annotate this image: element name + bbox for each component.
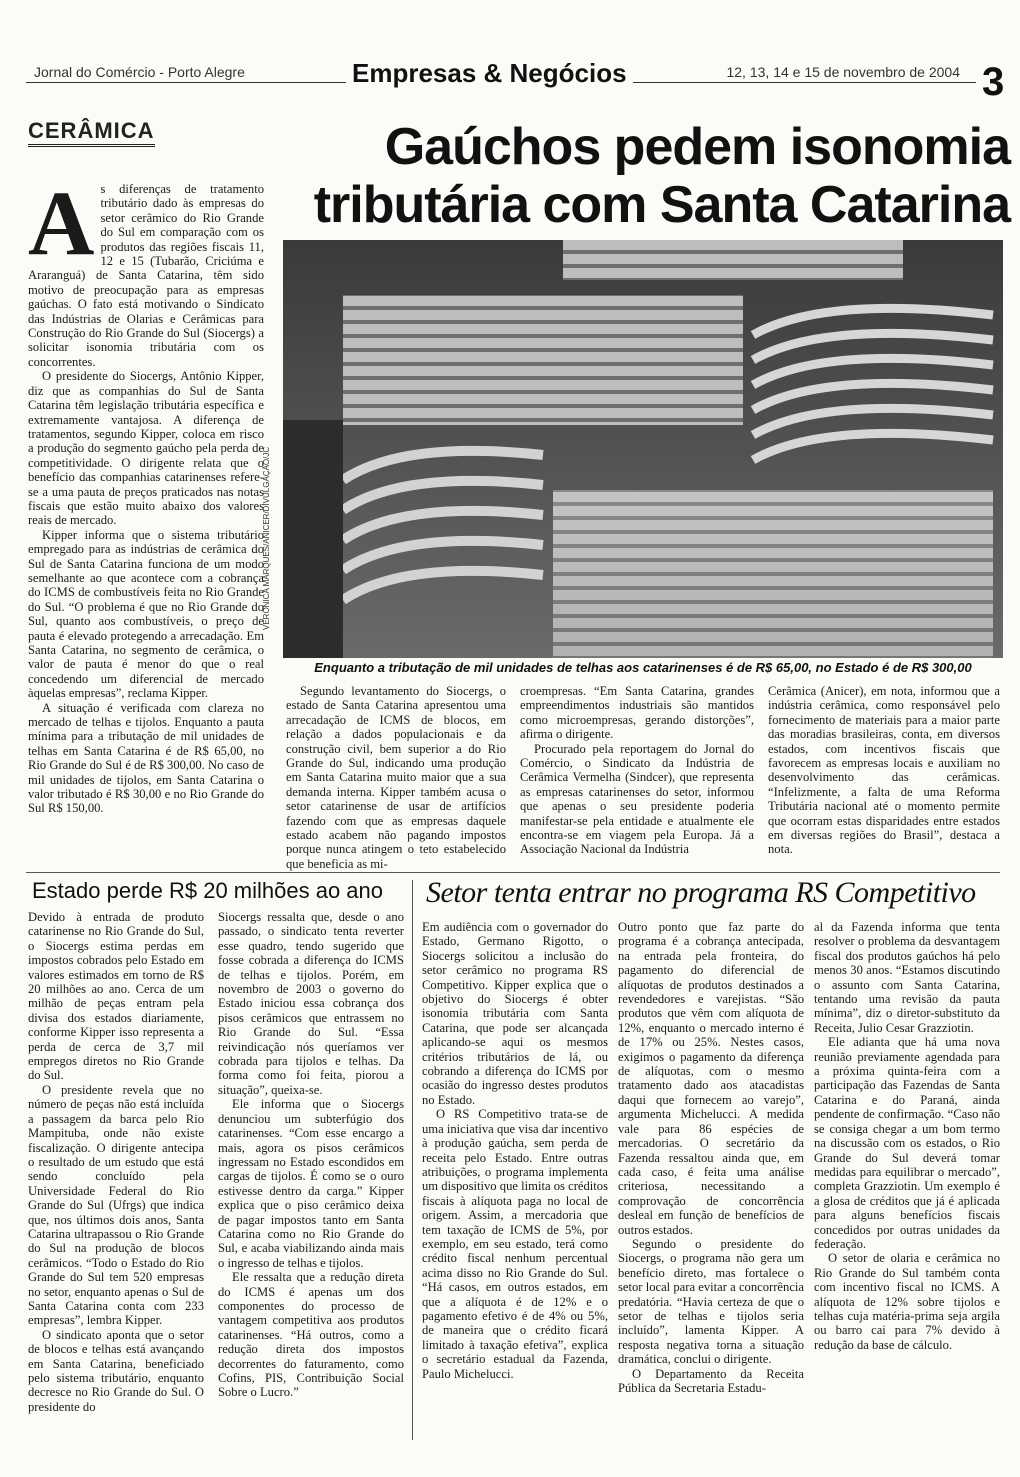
paragraph: O Departamento da Receita Pública da Secretaria Estadu- — [618, 1366, 804, 1395]
article2-headline: Estado perde R$ 20 milhões ao ano — [32, 878, 384, 903]
column-divider — [412, 880, 413, 1440]
main-headline — [270, 118, 1010, 234]
paragraph: O sindicato aponta que o setor de blocos e telhas está avançando em Santa Catarina, beneficiado pelo sistema tributário, enquanto decresce no Rio Grande do Sul. O presidente do — [28, 1327, 204, 1414]
paragraph: Cerâmica (Anicer), em nota, informou que a indústria cerâmica, como responsável pelo fornecimento de materiais para a maior parte das moradias brasileiras, conta, em diversos estados, com incentivos fiscais que favorecem as empresas locais e auxiliam no desenvolvimento das cerâmicas. “Infelizmente, a falta de uma Reforma Tributária nacional até o momento permite que ocorram estas disparidades entre estados em diversas regiões do Brasil”, destaca a nota. — [768, 684, 1000, 857]
article3-column-3 — [814, 920, 1000, 1352]
page-header — [26, 60, 976, 90]
paragraph: Kipper informa que o sistema tributário empregado para as indústrias de cerâmica do Sul de Santa Catarina funciona de um modo semelhante ao que acontece com a cobrança do ICMS de combustíveis feita no Rio Grande do Sul. “O problema é que no Rio Grande do Sul, quanto aos combustíveis, o preço de pauta é elevado protegendo a arrecadação. Em Santa Catarina, no segmento de cerâmica, o valor de pauta é menor do que o real concedendo um diferencial de mercado àquelas empresas”, reclama Kipper. — [28, 527, 264, 701]
article3-column-2 — [618, 920, 804, 1395]
page-number: 3 — [982, 60, 1005, 104]
article2-column-1 — [28, 910, 204, 1414]
article1-column-4 — [768, 684, 1000, 857]
paragraph: Ele ressalta que a redução direta do ICMS é apenas um dos componentes do processo de vantagem competitiva aos produtos catarinenses. “Há outros, como a redução direta dos impostos decorrentes do faturamento, como Cofins, PIS, Contribuição Social Sobre o Lucro.” — [218, 1270, 404, 1400]
kicker: CERÂMICA — [28, 118, 155, 147]
headline-line-2: tributária com Santa Catarina — [313, 176, 1010, 234]
roof-tiles-illustration — [283, 240, 1003, 658]
paragraph: Ele informa que o Siocergs denunciou um subterfúgio dos catarinenses. “Com esse encargo a mais, agora os pisos cerâmicos ingressam no Estado escondidos em cargas de tijolos. É como se o ouro estivesse dentro da carga.” Kipper explica que o piso cerâmico deixa de pagar impostos tanto em Santa Catarina como no Rio Grande do Sul, e acaba viabilizando ainda mais o ingresso de telhas e tijolos. — [218, 1097, 404, 1270]
paragraph: Devido à entrada de produto catarinense no Rio Grande do Sul, o Siocergs estima perdas em impostos cobrados pelo Estado em valores estimados em torno de R$ 20 milhões ao ano. Cerca de um milhão de peças entram pela divisa dos estados diariamente, conforme Kipper isso representa a perda de cerca de 3,7 mil empregos diretos no Rio Grande do Sul. — [28, 910, 204, 1083]
paragraph: Segundo o presidente do Siocergs, o programa não gera um benefício direto, mas fortalece o setor local para evitar a concorrência predatória. “Havia certeza de que o setor de telhas e tijolos seria incluído”, lamenta Kipper. A resposta negativa torna a situação dramática, conclui o dirigente. — [618, 1236, 804, 1367]
photo-credit: VERÔNICA MARQUES/ANICER/DIVULGAÇÃO/JC — [262, 446, 271, 630]
paragraph: O presidente do Siocergs, Antônio Kipper, diz que as companhias do Sul de Santa Catarina têm legislação tributária específica e extremamente vantajosa. A diferença de tratamentos, segundo Kipper, coloca em risco a produção do segmento gaúcho pela perda de competitividade. O dirigente relata que o benefício das companhias catarinenses refere-se a uma pauta de preços praticados nas notas fiscais que estão muito abaixo dos valores reais de mercado. — [28, 369, 264, 528]
journal-name: Jornal do Comércio - Porto Alegre — [34, 64, 251, 80]
article3-headline: Setor tenta entrar no programa RS Competitivo — [426, 876, 976, 909]
article1-column-2 — [286, 684, 506, 871]
article1-column-3 — [520, 684, 754, 857]
paragraph: croempresas. “Em Santa Catarina, grandes empreendimentos industriais são mantidos como microempresas, gerando distorções”, afirma o dirigente. — [520, 684, 754, 742]
issue-date: 12, 13, 14 e 15 de novembro de 2004 — [720, 64, 960, 80]
paragraph-text: s diferenças de tratamento tributário dado às empresas do setor cerâmico do Rio Grande do Sul em comparação com os produtos das regiões fiscais 11, 12 e 15 (Tubarão, Criciúma e Araranguá) de Santa Catarina, têm sido motivo de preocupação para as empresas gaúchas. O fato está motivando o Sindicato das Indústrias de Olarias e Cerâmicas para Construção do Rio Grande do Sul (Siocergs) a solicitar isonomia tributária com os concorrentes. — [28, 182, 264, 369]
article1-column-1 — [28, 172, 264, 816]
paragraph: O setor de olaria e cerâmica no Rio Grande do Sul também conta com incentivo fiscal no ICMS. A alíquota de 12% sobre tijolos e telhas cuja matéria-prima seja argila ou barro cai para 7% devido à redução da base de cálculo. — [814, 1251, 1000, 1352]
section-divider — [26, 872, 1000, 873]
article3-column-1 — [422, 920, 608, 1381]
paragraph: Ele adianta que há uma nova reunião previamente agendada para a próxima quinta-feira com a participação das Fazendas de Santa Catarina e do Paraná, ainda pendente de confirmação. “Caso não se consiga chegar a um bom termo na discussão com os estados, o Rio Grande do Sul deverá tomar medidas para equilibrar o mercado”, completa Grazziotin. Um exemplo é a glosa de créditos que já é aplicada para alguns benefícios fiscais concedidos por outras unidades da federação. — [814, 1035, 1000, 1251]
paragraph: Procurado pela reportagem do Jornal do Comércio, o Sindicato da Indústria de Cerâmica Vermelha (Sindcer), que representa as empresas catarinenses do setor, informou que apenas o seu presidente poderia manifestar-se pela entidade e atualmente ele encontra-se em viagem pela Europa. Já a Associação Nacional da Indústria — [520, 741, 754, 857]
paragraph: al da Fazenda informa que tenta resolver o problema da desvantagem fiscal dos produtos gaúchos há pelo menos 30 anos. “Estamos discutindo o assunto com Santa Catarina, tentando uma revisão da pauta mínima”, diz o diretor-substituto da Receita, Julio Cesar Grazziotin. — [814, 920, 1000, 1035]
paragraph: Siocergs ressalta que, desde o ano passado, o sindicato tenta reverter esse quadro, tendo sugerido que fosse cobrada a diferença do ICMS de telhas e tijolos. Porém, em novembro de 2003 o governo do Estado iniciou essa cobrança dos pisos cerâmicos que entrassem no Rio Grande do Sul. “Essa reivindicação nós queríamos ver cobrada para tijolos e telhas. Da forma como foi feita, piorou a situação”, queixa-se. — [218, 910, 404, 1097]
paragraph: A situação é verificada com clareza no mercado de telhas e tijolos. Enquanto a pauta mínima para a tributação de mil unidades de telhas em Santa Catarina é de R$ 65,00, no Rio Grande do Sul é de R$ 300,00. No caso de mil unidades de tijolos, em Santa Catarina o valor tributado é R$ 30,00 e no Rio Grande do Sul R$ 150,00. — [28, 700, 264, 816]
paragraph — [28, 172, 264, 369]
headline-line-1: Gaúchos pedem isonomia — [384, 118, 1010, 176]
paragraph: Em audiência com o governador do Estado, Germano Rigotto, o Siocergs solicitou a inclusão do setor cerâmico no programa RS Competitivo. Kipper explica que o objetivo do Siocergs é obter isonomia tributária com Santa Catarina, que pode ser alcançada aplicando-se aqui os mesmos critérios tributários de lá, ou cobrando a diferença do ICMS por ocasião do ingresso destes produtos no Estado. — [422, 920, 608, 1107]
paragraph: Segundo levantamento do Siocergs, o estado de Santa Catarina apresentou uma arrecadação de ICMS de blocos, em relação a dados populacionais e da construção civil, bem superior a do Rio Grande do Sul, indicando uma produção em Santa Catarina muito maior que a sua demanda interna. Kipper também acusa o setor catarinense de usar de artifícios fazendo com que as empresas daquele estado acabem não pagando impostos porque nunca atingem o teto estabelecido que beneficia as mi- — [286, 684, 506, 871]
paragraph: Outro ponto que faz parte do programa é a cobrança antecipada, na entrada pela fronteira, do pagamento do diferencial de alíquotas de produtos destinados a revendedores e varejistas. “São produtos que vêm com alíquota de 12%, enquanto o mercado interno é de 17% ou 25%. Nestes casos, exigimos o pagamento da diferença de alíquotas, com o mesmo tratamento dado aos atacadistas daqui que fornecem ao varejo”, argumenta Michelucci. A medida vale para 86 espécies de mercadorias. O secretário da Fazenda ressaltou ainda que, em cada caso, é feita uma análise criteriosa, necessitando a comprovação de concorrência desleal em função de benefícios de outros estados. — [618, 920, 804, 1237]
photo-caption: Enquanto a tributação de mil unidades de telhas aos catarinenses é de R$ 65,00, no Estado é de R$ 300,00 — [314, 660, 972, 675]
drop-cap: A — [28, 172, 95, 274]
paragraph: O RS Competitivo trata-se de uma iniciativa que visa dar incentivo à produção gaúcha, sem perda de receita pelo Estado. Entre outras atribuições, o programa implementa um dispositivo que limita os créditos fiscais à alíquota paga no local de origem. Assim, a mercadoria que tem taxação de ICMS de 5%, por exemplo, em seu estado, terá como crédito fiscal nenhum percentual acima disso no Rio Grande do Sul. “Há casos, em outros estados, em que a alíquota é de 12% e o pagamento efetivo é de 4% ou 5%, de maneira que o crédito ficará limitado à taxação efetiva”, explica o secretário estadual da Fazenda, Paulo Michelucci. — [422, 1107, 608, 1381]
roof-tiles-photo — [283, 240, 1003, 658]
article2-column-2 — [218, 910, 404, 1400]
section-title: Empresas & Negócios — [346, 58, 633, 89]
paragraph: O presidente revela que no número de peças não está incluída a passagem da barca pelo Rio Mampituba, onde não existe fiscalização. O dirigente antecipa o resultado de um estudo que está sendo concluído pela Universidade Federal do Rio Grande do Sul (Ufrgs) que indica que, nos últimos dois anos, Santa Catarina ultrapassou o Rio Grande do Sul na produção de blocos cerâmicos. “Todo o Estado do Rio Grande do Sul tem 520 empresas no setor, enquanto apenas o Sul de Santa Catarina conta com 233 empresas”, lembra Kipper. — [28, 1082, 204, 1328]
